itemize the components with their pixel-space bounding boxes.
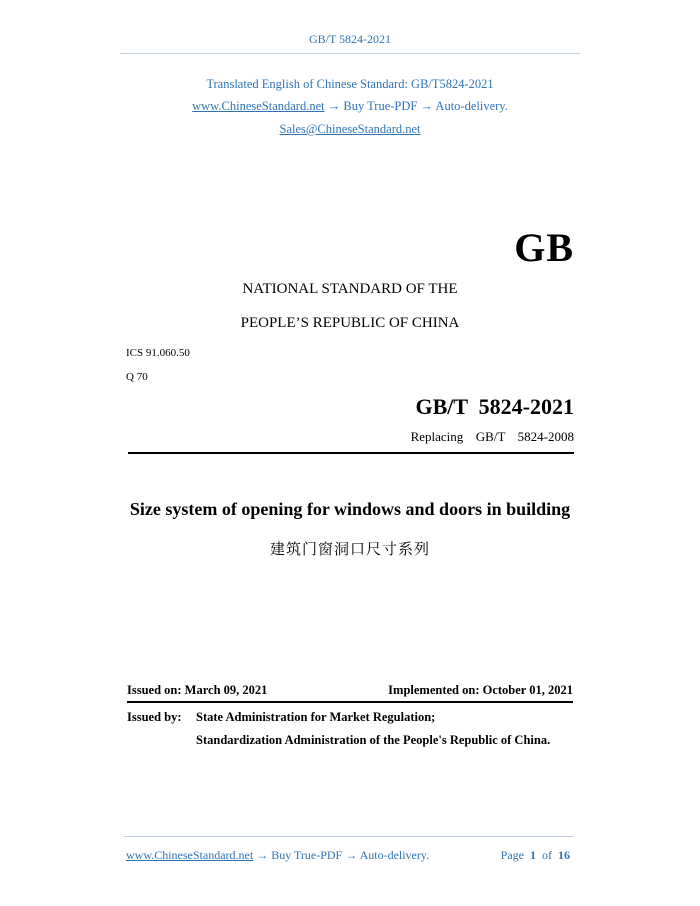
document-title-english: Size system of opening for windows and doors in building [129, 499, 571, 519]
replacing-note: Replacing GB/T 5824-2008 [410, 429, 574, 444]
footer-purchase-text: → Buy True-PDF → Auto-delivery. [253, 848, 430, 862]
email-link[interactable]: Sales@ChineseStandard.net [279, 122, 421, 136]
header-divider [120, 53, 580, 54]
implemented-on-date: Implemented on: October 01, 2021 [388, 683, 573, 697]
site-link[interactable]: www.ChineseStandard.net [192, 99, 325, 113]
standard-number: GB/T 5824-2021 [415, 394, 574, 419]
page-current: 1 [530, 848, 536, 862]
issued-on-date: Issued on: March 09, 2021 [127, 683, 268, 697]
purchase-notice [0, 99, 700, 114]
page-indicator [501, 848, 570, 863]
ccs-code: Q 70 [126, 371, 148, 383]
translation-notice: Translated English of Chinese Standard: GB/T5824-2021 [206, 77, 494, 91]
national-standard-line-1: NATIONAL STANDARD OF THE [242, 281, 458, 297]
issued-by-label: Issued by: [127, 710, 182, 724]
page-of: of [542, 848, 552, 862]
running-header: GB/T 5824-2021 [308, 32, 392, 46]
page-label: Page [500, 848, 524, 862]
gb-mark: GB [514, 225, 574, 270]
footer-divider [124, 836, 574, 837]
footer-site-link[interactable]: www.ChineseStandard.net [126, 848, 254, 862]
document-title-chinese: 建筑门窗洞口尺寸系列 [269, 540, 430, 558]
purchase-notice-text: → Buy True-PDF → Auto-delivery. [324, 99, 508, 113]
email-line [0, 122, 700, 137]
page-total: 16 [558, 848, 570, 862]
issuer-1: State Administration for Market Regulation; [196, 710, 436, 724]
ics-code: ICS 91.060.50 [126, 347, 190, 359]
issuer-2: Standardization Administration of the People's Republic of China. [196, 733, 551, 747]
footer-links [126, 848, 429, 863]
issue-divider [127, 701, 573, 703]
national-standard-line-2: PEOPLE’S REPUBLIC OF CHINA [240, 315, 460, 331]
title-divider [128, 452, 574, 454]
